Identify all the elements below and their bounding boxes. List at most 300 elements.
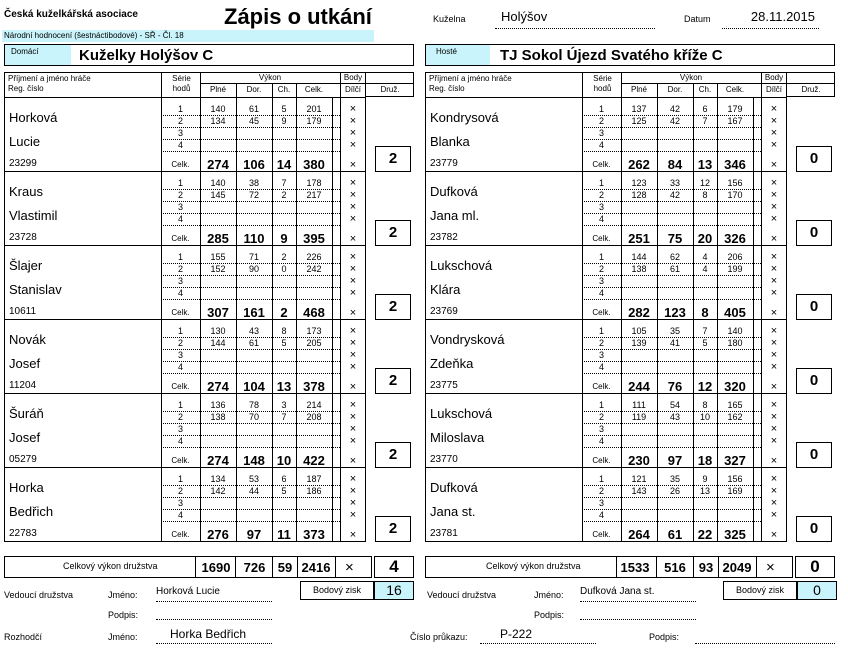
away-leader-name: Dufková Jana st. [580,586,696,602]
away-series-row [582,213,778,226]
home-player-grid [161,468,375,542]
away-player-reg: 23769 [430,306,458,317]
celk-value: 162 [727,412,743,422]
date-label: Datum [684,14,711,24]
plne-value: 134 [210,116,226,126]
home-col-ch: Ch. [277,85,291,94]
series-number: 3 [598,498,604,508]
plne-value: 262 [628,157,650,172]
plne-value: 137 [631,104,647,114]
x-mark: × [349,177,357,189]
home-player-reg: 23728 [9,232,37,243]
home-series-row [161,103,357,116]
ch-value: 7 [702,326,708,336]
away-player-block [425,245,819,320]
home-series-row [161,127,357,140]
x-mark: × [770,399,778,411]
celk-value: 170 [727,190,743,200]
away-player-grid [582,468,796,542]
home-player-firstname: Josef [9,356,41,371]
series-number: 4 [598,510,604,520]
home-player-grid [161,246,375,320]
plne-value: 139 [631,338,647,348]
series-number: 3 [598,350,604,360]
away-player-grid [582,172,796,246]
away-player-firstname: Zdeňka [430,356,474,371]
ch-value: 9 [702,474,708,484]
away-col-series: Série [593,74,612,83]
away-series-row [582,337,778,350]
referee-podpis-label: Podpis: [649,632,680,642]
away-series-row [582,423,778,436]
x-mark: × [349,411,357,423]
x-mark: × [770,251,778,263]
home-player-block [4,467,398,542]
home-series-row [161,251,357,264]
away-player-total-row [582,379,778,394]
away-total-ch: 93 [698,560,714,575]
home-series-row [161,435,357,448]
plne-value: 121 [631,474,647,484]
dor-value: 97 [667,453,683,468]
x-mark: × [349,127,357,139]
x-mark: × [770,159,778,171]
home-leader-name: Horková Lucie [156,586,272,602]
series-number: 2 [177,338,183,348]
dor-value: 61 [667,527,683,542]
plne-value: 274 [207,453,229,468]
away-series-row [582,399,778,412]
series-number: 1 [598,326,604,336]
celk-label: Celk. [171,530,190,539]
x-mark: × [770,529,778,541]
celk-value: 373 [303,527,325,542]
x-mark: × [770,485,778,497]
away-col-celk: Celk. [725,85,745,94]
dor-value: 26 [669,486,680,496]
away-player-grid [582,394,796,468]
home-podpis-label: Podpis: [108,610,139,620]
home-total-points: 4 [374,556,414,578]
x-mark: × [770,307,778,319]
dor-value: 75 [667,231,683,246]
x-mark: × [770,213,778,225]
home-player-reg: 05279 [9,454,37,465]
x-mark: × [770,473,778,485]
series-number: 3 [177,128,183,138]
ch-value: 13 [697,157,713,172]
x-mark: × [770,233,778,245]
plne-value: 145 [210,190,226,200]
home-total-celk: 2416 [301,560,331,575]
dor-value: 44 [248,486,259,496]
referee-signature-field [695,627,835,644]
home-col-name: Příjmení a jméno hráče [8,74,91,83]
celk-value: 179 [727,104,743,114]
home-series-row [161,189,357,202]
celk-label: Celk. [171,234,190,243]
away-player-reg: 23770 [430,454,458,465]
series-number: 4 [177,288,183,298]
away-signature-field [580,606,696,620]
away-player-block [425,393,819,468]
plne-value: 140 [210,178,226,188]
ch-value: 8 [701,305,709,320]
away-series-row [582,411,778,424]
dor-value: 61 [669,264,680,274]
away-bodovy-value: 0 [797,581,837,600]
home-player-surname: Novák [9,332,46,347]
plne-value: 143 [631,486,647,496]
away-series-row [582,497,778,510]
x-mark: × [349,509,357,521]
celk-value: 405 [724,305,746,320]
dor-value: 76 [667,379,683,394]
away-player-surname: Lukschová [430,258,493,273]
home-series-row [161,325,357,338]
ch-value: 0 [281,264,287,274]
series-number: 2 [598,190,604,200]
away-player-surname: Vondrysková [430,332,505,347]
celk-value: 169 [727,486,743,496]
series-number: 4 [598,288,604,298]
away-total-dor: 516 [664,560,686,575]
dor-value: 110 [243,231,265,246]
celk-label: Celk. [592,308,611,317]
series-number: 4 [177,510,183,520]
plne-value: 136 [210,400,226,410]
home-total-ch: 59 [277,560,293,575]
home-player-block [4,97,398,172]
dor-value: 43 [248,326,259,336]
ch-value: 5 [281,486,287,496]
home-series-row [161,275,357,288]
plne-value: 142 [210,486,226,496]
x-mark: × [770,435,778,447]
plne-value: 251 [628,231,650,246]
home-col-series: Série [172,74,191,83]
home-player-firstname: Vlastimil [9,208,58,223]
series-number: 4 [598,436,604,446]
home-col-celk: Celk. [304,85,324,94]
celk-value: 156 [727,474,743,484]
plne-value: 105 [631,326,647,336]
away-player-firstname: Klára [430,282,461,297]
series-number: 4 [177,362,183,372]
dor-value: 161 [243,305,265,320]
home-bodovy-value: 16 [374,581,414,600]
ch-value: 9 [281,116,287,126]
home-player-total-row [161,453,357,468]
ch-value: 10 [699,412,710,422]
card-label: Číslo průkazu: [410,632,468,642]
away-player-reg: 23779 [430,158,458,169]
away-col-vykon: Výkon [679,73,703,82]
x-mark: × [349,159,357,171]
ch-value: 7 [702,116,708,126]
plne-value: 144 [210,338,226,348]
home-series-row [161,213,357,226]
series-number: 3 [598,202,604,212]
away-series-row [582,287,778,300]
away-player-surname: Dufková [430,184,478,199]
celk-label: Celk. [592,530,611,539]
x-mark: × [770,337,778,349]
away-series-row [582,275,778,288]
plne-value: 134 [210,474,226,484]
home-total-plne: 1690 [201,560,231,575]
home-series-row [161,337,357,350]
away-player-block [425,171,819,246]
dor-value: 53 [248,474,259,484]
home-player-grid [161,320,375,394]
ch-value: 10 [276,453,292,468]
away-player-firstname: Miloslava [430,430,485,445]
away-series-row [582,325,778,338]
x-mark: × [349,115,357,127]
away-series-row [582,435,778,448]
home-player-reg: 11204 [9,380,37,391]
away-total-x: × [766,559,775,576]
home-player-block [4,171,398,246]
dor-value: 72 [248,190,259,200]
away-total-row [425,556,793,578]
celk-value: 320 [724,379,746,394]
x-mark: × [770,115,778,127]
ch-value: 5 [702,338,708,348]
home-player-total-row [161,527,357,542]
away-player-block [425,319,819,394]
competition-label: Národní hodnocení (šestnáctibodové) - SŘ - Čl. 18 [2,30,374,42]
celk-value: 178 [306,178,322,188]
series-number: 3 [177,424,183,434]
away-leader-label: Vedoucí družstva [427,590,497,600]
home-player-total-row [161,231,357,246]
away-player-firstname: Jana ml. [430,208,480,223]
home-player-surname: Kraus [9,184,43,199]
away-player-grid [582,320,796,394]
referee-label: Rozhodčí [4,632,43,642]
series-number: 1 [177,178,183,188]
home-player-grid [161,394,375,468]
x-mark: × [349,337,357,349]
home-series-row [161,399,357,412]
series-number: 4 [177,140,183,150]
x-mark: × [349,263,357,275]
dor-value: 106 [243,157,265,172]
ch-value: 8 [281,326,287,336]
celk-value: 226 [306,252,322,262]
dor-value: 42 [669,104,680,114]
celk-value: 214 [306,400,322,410]
home-col-druz: Druž. [380,85,400,94]
ch-value: 8 [702,190,708,200]
plne-value: 119 [631,412,647,422]
away-player-total-row [582,157,778,172]
page-title: Zápis o utkání [224,4,372,29]
ch-value: 6 [702,104,708,114]
home-series-row [161,497,357,510]
x-mark: × [770,381,778,393]
card-number: P-222 [480,627,596,644]
home-player-surname: Šuráň [9,406,44,421]
celk-value: 156 [727,178,743,188]
celk-label: Celk. [171,382,190,391]
ch-value: 3 [281,400,287,410]
ch-value: 2 [281,190,287,200]
plne-value: 155 [210,252,226,262]
plne-value: 274 [207,157,229,172]
away-player-surname: Dufková [430,480,478,495]
home-col-series2: hodů [172,84,191,93]
home-col-plne: Plné [209,85,226,94]
dor-value: 123 [664,305,686,320]
away-player-points: 0 [796,368,832,394]
x-mark: × [770,201,778,213]
home-col-dor: Dor. [246,85,262,94]
dor-value: 62 [669,252,680,262]
celk-value: 217 [306,190,322,200]
x-mark: × [349,307,357,319]
home-series-row [161,349,357,362]
home-team-header [4,44,414,66]
away-jmeno-label: Jméno: [534,590,564,600]
home-bodovy-label: Bodový zisk [300,581,374,600]
away-team-name: TJ Sokol Újezd Svatého kříže C [500,47,723,64]
series-number: 1 [177,326,183,336]
x-mark: × [770,497,778,509]
series-number: 4 [177,436,183,446]
home-player-surname: Horka [9,480,44,495]
ch-value: 4 [702,264,708,274]
home-player-points: 2 [375,516,411,542]
plne-value: 274 [207,379,229,394]
series-number: 1 [177,474,183,484]
away-col-body: Body [764,73,784,82]
series-number: 1 [598,252,604,262]
series-number: 2 [598,338,604,348]
x-mark: × [349,361,357,373]
referee-jmeno-label: Jméno: [108,632,138,642]
x-mark: × [770,127,778,139]
away-podpis-label: Podpis: [534,610,565,620]
home-series-row [161,201,357,214]
ch-value: 13 [276,379,292,394]
ch-value: 4 [702,252,708,262]
series-number: 3 [598,424,604,434]
plne-value: 140 [210,104,226,114]
x-mark: × [349,349,357,361]
series-number: 3 [177,350,183,360]
x-mark: × [349,201,357,213]
celk-value: 205 [306,338,322,348]
home-player-block [4,319,398,394]
x-mark: × [349,381,357,393]
series-number: 3 [177,498,183,508]
series-number: 2 [598,412,604,422]
celk-label: Celk. [592,456,611,465]
x-mark: × [349,485,357,497]
x-mark: × [349,103,357,115]
venue-label: Kuželna [433,14,466,24]
away-series-row [582,251,778,264]
series-number: 2 [598,264,604,274]
plne-value: 128 [631,190,647,200]
series-number: 1 [177,400,183,410]
ch-value: 14 [276,157,292,172]
x-mark: × [770,509,778,521]
celk-value: 346 [724,157,746,172]
away-col-ch: Ch. [698,85,712,94]
away-series-row [582,189,778,202]
plne-value: 123 [631,178,647,188]
away-player-points: 0 [796,442,832,468]
away-series-row [582,201,778,214]
away-label: Hosté [426,45,490,65]
x-mark: × [770,325,778,337]
plne-value: 307 [207,305,229,320]
plne-value: 244 [628,379,650,394]
celk-value: 327 [724,453,746,468]
celk-value: 395 [303,231,325,246]
home-player-block [4,245,398,320]
x-mark: × [349,399,357,411]
plne-value: 230 [628,453,650,468]
venue-field: Holýšov [495,9,655,29]
home-player-reg: 10611 [9,306,37,317]
celk-value: 242 [306,264,322,274]
series-number: 1 [177,104,183,114]
series-number: 3 [177,276,183,286]
x-mark: × [349,287,357,299]
series-number: 2 [598,486,604,496]
celk-label: Celk. [171,456,190,465]
x-mark: × [770,411,778,423]
x-mark: × [349,325,357,337]
ch-value: 2 [281,252,287,262]
celk-label: Celk. [592,382,611,391]
series-number: 2 [177,264,183,274]
away-series-row [582,139,778,152]
x-mark: × [349,455,357,467]
home-leader-label: Vedoucí družstva [4,590,74,600]
x-mark: × [349,473,357,485]
series-number: 1 [598,104,604,114]
celk-value: 140 [727,326,743,336]
dor-value: 42 [669,190,680,200]
ch-value: 20 [697,231,713,246]
home-player-points: 2 [375,220,411,246]
home-series-row [161,485,357,498]
celk-value: 378 [303,379,325,394]
series-number: 1 [598,178,604,188]
away-player-points: 0 [796,146,832,172]
away-player-block [425,97,819,172]
dor-value: 33 [669,178,680,188]
away-player-total-row [582,231,778,246]
home-total-label: Celkový výkon družstva [63,561,158,571]
dor-value: 35 [669,474,680,484]
x-mark: × [770,423,778,435]
away-player-reg: 23775 [430,380,458,391]
home-series-row [161,115,357,128]
series-number: 4 [598,140,604,150]
ch-value: 5 [281,338,287,348]
dor-value: 104 [243,379,265,394]
series-number: 2 [598,116,604,126]
away-team-header [425,44,835,66]
series-number: 4 [177,214,183,224]
